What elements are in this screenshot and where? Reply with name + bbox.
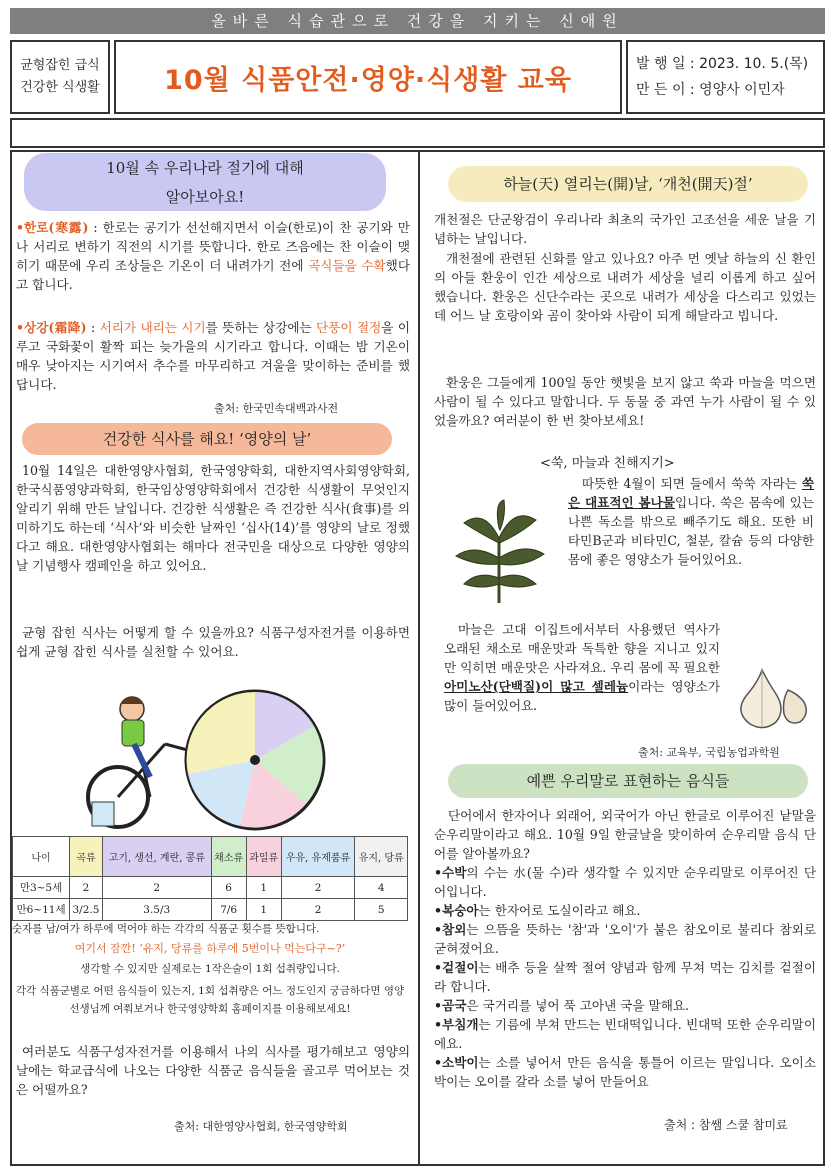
food-bicycle-illustration [70,682,340,832]
word-term: •복숭아 [434,903,479,918]
table-note: 숫자를 남/여가 하루에 먹어야 하는 각각의 식품군 횟수를 뜻합니다. [12,923,320,935]
table-cell: 3.5/3 [102,899,211,921]
table-row [13,877,408,899]
table-cell: 만6~11세 [13,899,70,921]
table-cell: 5 [355,899,408,921]
hanro-end: 했다고 합니다. [16,258,410,292]
table-header-cell: 우유, 유제품류 [281,837,355,877]
page-title: 10월 식품안전·영양·식생활 교육 [114,40,622,114]
hanro-term: •한로(寒露) [16,220,89,235]
table-cell: 1 [246,899,281,921]
top-banner: 올바른 식습관으로 건강을 지키는 신애원 [10,8,825,34]
table-header-cell: 고기, 생선, 계란, 콩류 [102,837,211,877]
word-desc: 의 수는 水(물 수)라 생각할 수 있지만 순우리말로 이루어진 단어입니다. [434,865,816,899]
word-term: •참외 [434,922,467,937]
list-item [434,901,816,920]
ssuk-paragraph [568,474,814,569]
nutrition-day-paragraph: 10월 14일은 대한영양사협회, 한국영양학회, 대한지역사회영양학회, 한국식품영양과학회, 한국임상영양학회에서 건강한 식생활이 무엇인지 알리기 위해 만든 날입니다. 건강한 식생활은 즉 건강한 식사(食事)를 의미하기도 하는데 ‘식사’와 비슷한 날짜인 ‘십사(14)’를 영양의 날로 정했다고 해요. 대한영양사협회는 해마다 전국민을 대상으로 다양한 영양의 날 기념행사 캠페인을 하고 있어요. [16,463,410,573]
sang-a: : [86,320,100,335]
list-item [434,1053,816,1091]
sangkang-paragraph [16,318,410,394]
closing-paragraph: 여러분도 식품구성자전거를 이용해서 나의 식사를 평가해보고 영양의 날에는 학교급식에 나오는 다양한 식품군 음식들을 골고루 먹어보는 것은 어떨까요? [16,1044,410,1097]
word-desc: 는 배추 등을 살짝 절여 양념과 함께 무쳐 먹는 김치를 겉절이라 합니다. [434,960,816,994]
hanro-highlight: 곡식들을 수확 [308,258,386,273]
table-cell: 4 [355,877,408,899]
food-servings-table [12,836,408,921]
table-cell: 2 [102,877,211,899]
garlic-illustration [732,660,812,732]
nutrition-day-title: 건강한 식사를 해요! ‘영양의 날’ [22,423,392,455]
garlic-text-a: 마늘은 고대 이집트에서부터 사용했던 역사가 오래된 채소로 매운맛과 독특한 향을 지니고 있지만 익히면 매운맛은 사라져요. 우리 몸에 꼭 필요한 [444,622,720,675]
word-desc: 는 한자어로 도실이라고 해요. [478,903,641,918]
garlic-text-c: 이라는 영양소가 많이 들어있어요. [444,679,720,713]
table-cell: 2 [281,899,355,921]
hanro-paragraph [16,218,410,294]
source-agri-institute: 출처: 교육부, 국립농업과학원 [638,746,780,759]
header-info-box [626,40,825,114]
balance-paragraph: 균형 잡힌 식사는 어떻게 할 수 있을까요? 식품구성자전거를 이용하면 쉽게 균형 잡힌 식사를 실천할 수 있어요. [16,625,410,659]
table-header-cell: 유지, 당류 [355,837,408,877]
sang-c: 을 이루고 국화꽃이 활짝 피는 늦가을의 시기라고 합니다. 이때는 밤 기온이 매우 낮아지는 시기여서 추수를 마무리하고 겨울을 맞이하는 준비를 했답니다. [16,320,410,392]
source-nutrition-assoc: 출처: 대한영양사협회, 한국영양학회 [174,1120,348,1133]
header-left-line2: 건강한 식생활 [20,80,100,95]
table-header-cell: 나이 [13,837,70,877]
table-note-2: 생각할 수 있지만 실제로는 1작은술이 1회 섭취량입니다. [80,963,340,975]
list-item [434,958,816,996]
source-chamssam: 출처 : 참쌤 스쿨 참미료 [664,1118,788,1132]
sang-b: 를 뜻하는 상강에는 [205,320,317,335]
gaecheonjeol-paragraph-1: 개천절은 단군왕검이 우리나라 최초의 국가인 고조선을 세운 날을 기념하는 날입니다. [434,212,816,246]
season-title-line2: 알아보아요! [165,188,245,206]
table-header-row [13,837,408,877]
word-desc: 는 기름에 부쳐 만드는 빈대떡입니다. 빈대떡 또한 순우리말이에요. [434,1017,816,1051]
ssuk-highlight: 쑥은 대표적인 봄나물 [568,476,814,510]
native-words-section [434,806,816,1091]
table-cell: 만3~5세 [13,877,70,899]
mugwort-illustration [444,498,554,608]
gaecheonjeol-title: 하늘(天) 열리는(開)날, ‘개천(開天)절’ [448,166,808,202]
table-header-cell: 채소류 [211,837,246,877]
garlic-paragraph [444,620,720,715]
source-folk-encyclopedia: 출처: 한국민속대백과사전 [214,402,339,415]
word-term: •곰국 [434,998,467,1013]
word-term: •수박 [434,865,467,880]
blank-row [10,118,825,148]
word-term: •겉절이 [434,960,479,975]
column-divider [418,150,420,1166]
table-cell: 1 [246,877,281,899]
sang-term: •상강(霜降) [16,320,87,335]
word-term: •부침개 [434,1017,479,1032]
gaecheonjeol-paragraph-3: 환웅은 그들에게 100일 동안 햇빛을 보지 않고 쑥과 마늘을 먹으면 사람이 될 수 있다고 말합니다. 두 동물 중 과연 누가 사람이 될 수 있었을까요? 여러분이 한 번 찾아보세요! [434,375,816,428]
list-item [434,996,816,1015]
native-words-title: 예쁜 우리말로 표현하는 음식들 [448,764,808,798]
table-warning: 여기서 잠깐! ‘유지, 당류를 하루에 5번이나 먹는다구~?’ [74,942,346,955]
native-words-intro: 단어에서 한자어나 외래어, 외국어가 아닌 한글로 이루어진 낱말을 순우리말이라고 해요. 10월 9일 한글날을 맞이하여 순우리말 음식 단어를 알아볼까요? [434,808,816,861]
list-item [434,1015,816,1053]
hanro-text: : 한로는 공기가 선선해지면서 이슬(한로)이 찬 공기와 만나 서리로 변하기 직전의 시기를 뜻합니다. 한로 즈음에는 찬 이슬이 맺히기 때문에 우리 조상들은 기온이 더 내려가기 전에 [16,220,410,273]
word-desc: 은 국거리를 넣어 푹 고아낸 국을 말해요. [466,998,690,1013]
ssuk-text-a: 따뜻한 4월이 되면 들에서 쑥쑥 자라는 [582,476,802,491]
table-cell: 2 [70,877,103,899]
header-left-line1: 균형잡힌 급식 [20,58,100,73]
issue-date: 발 행 일 : 2023. 10. 5.(목) [636,56,809,72]
season-title-line1: 10월 속 우리나라 절기에 대해 [106,159,304,177]
table-note-3: 각각 식품군별로 어떤 음식들이 있는지, 1회 섭취량은 어느 정도인지 궁금하다면 영양선생님께 여쭤보거나 한국영양학회 홈페이지를 이용해보세요! [15,985,405,1015]
table-cell: 6 [211,877,246,899]
author: 만 든 이 : 영양사 이민자 [636,82,785,98]
table-header-cell: 곡류 [70,837,103,877]
table-cell: 3/2.5 [70,899,103,921]
table-cell: 2 [281,877,355,899]
sang-highlight-1: 서리가 내리는 시기 [99,320,206,335]
sang-highlight-2: 단풍이 절정 [316,320,382,335]
list-item [434,920,816,958]
garlic-highlight: 아미노산(단백질)이 많고 셀레늄 [444,679,629,694]
season-title-pill [24,153,386,211]
header-left-box [10,40,110,114]
table-cell: 7/6 [211,899,246,921]
table-row [13,899,408,921]
table-header-cell: 과일류 [246,837,281,877]
word-desc: 는 으뜸을 뜻하는 '참'과 '오이'가 붙은 참오이로 불리다 참외로 굳혀졌어요. [434,922,816,956]
ssuk-text-c: 입니다. 쑥은 몸속에 있는 나쁜 독소를 밖으로 빼주기도 해요. 또한 비타민B군과 비타민C, 철분, 칼슘 등의 다양한 몸에 좋은 영양소가 들어있어요. [568,495,815,567]
newsletter-header [10,40,825,114]
ssuk-garlic-title: <쑥, 마늘과 친해지기> [540,456,675,471]
word-term: •소박이 [434,1055,479,1070]
gaecheonjeol-paragraph-2: 개천절에 관련된 신화를 알고 있나요? 아주 먼 옛날 하늘의 신 환인의 아들 환웅이 인간 세상으로 내려가 세상을 널리 이롭게 하고 싶어 했습니다. 환웅은 신단수라는 곳으로 내려가 세상을 다스리고 있었는데 어느 날 호랑이와 곰이 찾아와 사람이 되게 해달라고 빕니다. [434,251,816,323]
word-desc: 는 소를 넣어서 만든 음식을 통틀어 이르는 말입니다. 오이소박이는 오이를 갈라 소를 넣어 만들어요 [434,1055,816,1089]
list-item [434,863,816,901]
